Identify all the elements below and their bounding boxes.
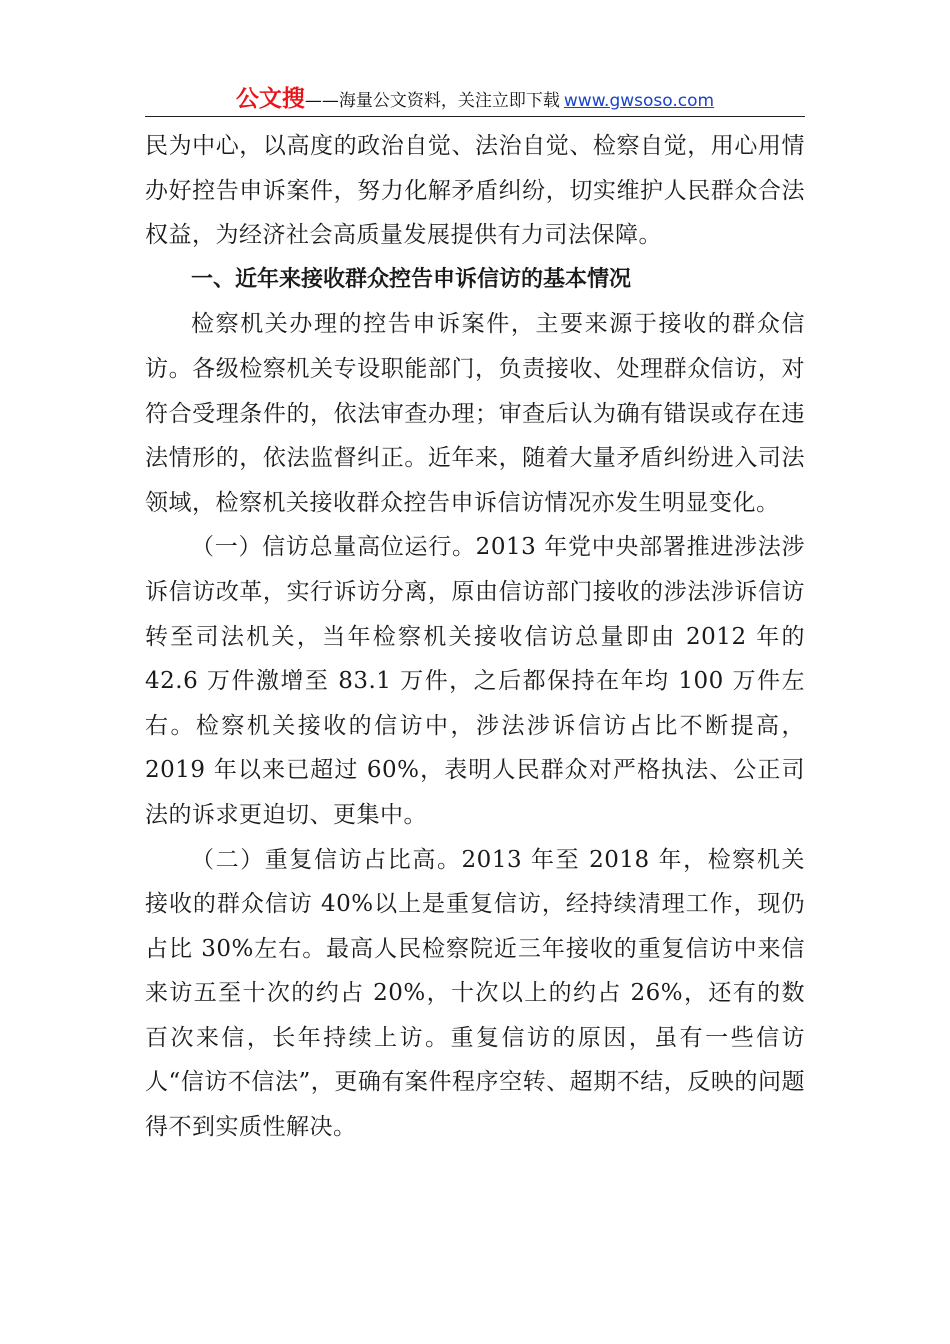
- section-heading: 一、近年来接收群众控告申诉信访的基本情况: [191, 266, 632, 292]
- document-body: [145, 124, 805, 1150]
- website-link[interactable]: www.gwsoso.com: [563, 91, 715, 111]
- paragraph-point-two: （二）重复信访占比高。2013 年至 2018 年，检察机关接收的群众信访 40%以上是重复信访，经持续清理工作，现仍占比 30%左右。最高人民检察院近三年接收的重复信访中来信来访五至十次的约占 20%，十次以上的约占 26%，还有的数百次来信，长年持续上访。重复信访的原因，虽有一些信访人“信访不信法”，更确有案件程序空转、超期不结，反映的问题得不到实质性解决。: [145, 846, 805, 1141]
- paragraph-point-one: （一）信访总量高位运行。2013 年党中央部署推进涉法涉诉信访改革，实行诉访分离，原由信访部门接收的涉法涉诉信访转至司法机关，当年检察机关接收信访总量即由 2012 年的 42.6 万件激增至 83.1 万件，之后都保持在年均 100 万件左右。检察机关接收的信访中，涉法涉诉信访占比不断提高，2019 年以来已超过 60%，表明人民群众对严格执法、公正司法的诉求更迫切、更集中。: [145, 534, 805, 828]
- paragraph-intro: 检察机关办理的控告申诉案件，主要来源于接收的群众信访。各级检察机关专设职能部门，负责接收、处理群众信访，对符合受理条件的，依法审查办理；审查后认为确有错误或存在违法情形的，依法监督纠正。近年来，随着大量矛盾纠纷进入司法领域，检察机关接收群众控告申诉信访情况亦发生明显变化。: [145, 311, 805, 516]
- page-header: [145, 80, 805, 117]
- paragraph-continuation: 民为中心，以高度的政治自觉、法治自觉、检察自觉，用心用情办好控告申诉案件，努力化解矛盾纠纷，切实维护人民群众合法权益，为经济社会高质量发展提供有力司法保障。: [145, 133, 805, 249]
- brand-logo-text: 公文搜: [235, 86, 305, 112]
- header-tagline: ——海量公文资料，关注立即下载: [304, 91, 560, 111]
